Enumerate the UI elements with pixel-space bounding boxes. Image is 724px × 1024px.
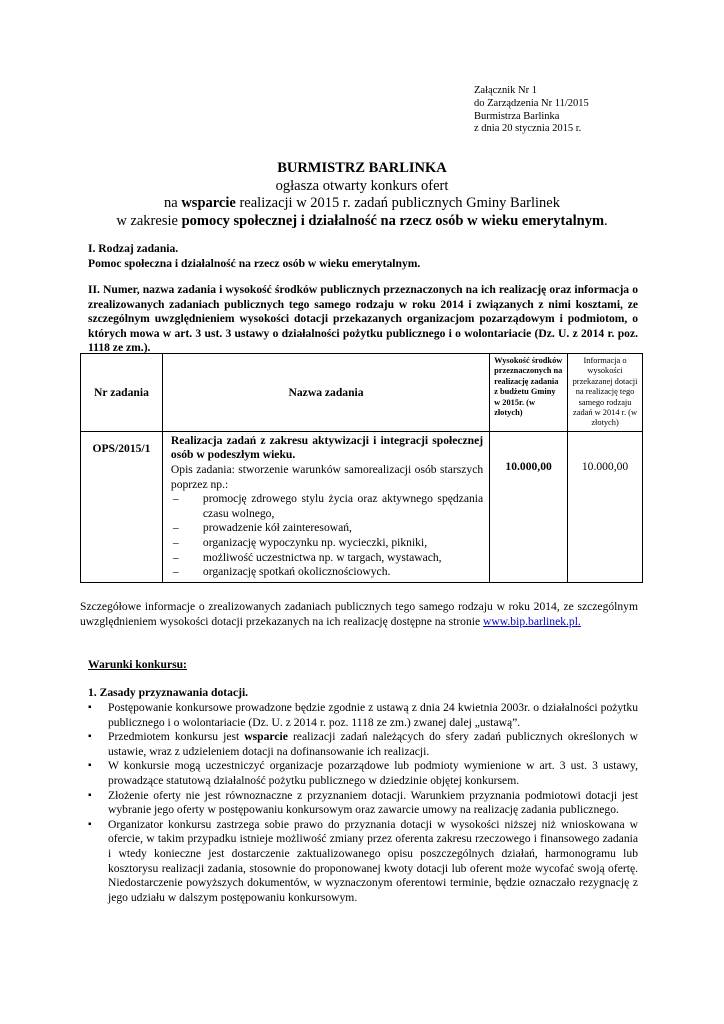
annex-block: [474, 85, 589, 136]
issuer-title: BURMISTRZ BARLINKA: [277, 160, 447, 176]
bip-link[interactable]: www.bip.barlinek.pl.: [483, 614, 581, 628]
annex-line: do Zarządzenia Nr 11/2015: [474, 97, 589, 109]
section-2-text: II. Numer, nazwa zadania i wysokość środków publicznych przeznaczonych na ich realizację oraz informacja o zrealizowanych zadaniach publicznych tego samego rodzaju w roku 2014 i związanych z nimi kosztami, ze szczególnym uwzględnieniem wysokości dotacji przekazanych organizacjom pozarządowym i podmiotom, o których mowa w art. 3 ust. 3 ustawy o działalności pożytku publicznego i o wolontariacie (Dz. U. z 2014 r. poz. 1118 ze zm.).: [88, 283, 638, 355]
annex-line: z dnia 20 stycznia 2015 r.: [474, 123, 582, 135]
details-text: Szczegółowe informacje o zrealizowanych zadaniach publicznych tego samego rodzaju w roku 2014, ze szczególnym uwzględnieniem wysokości dotacji przekazanych na ich realizację dostępne na stronie: [80, 600, 638, 628]
conditions-list: [88, 701, 638, 905]
table-row: [81, 431, 643, 582]
table-header-row: [81, 354, 643, 432]
col-header-name: Nazwa zadania: [162, 354, 489, 432]
amount-2014: 10.000,00: [568, 431, 643, 582]
list-item: ▪ W konkursie mogą uczestniczyć organizacje pozarządowe lub podmioty wymienione w art. 3 ust. 3 ustawy, prowadzące statutową działalność pożytku publicznego w dziedzinie objętej konkursem.: [88, 759, 638, 788]
col-header-2015: Wysokość środków przeznaczonych na realizację zadania z budżetu Gminy w 2015r. (w złotych): [490, 354, 568, 432]
header-line: na wsparcie realizacji w 2015 r. zadań publicznych Gminy Barlinek: [164, 195, 560, 211]
announcement-header: [80, 160, 644, 230]
task-title: Realizacja zadań z zakresu aktywizacji i integracji społecznej osób w podeszłym wieku.: [170, 433, 484, 462]
task-description: [162, 431, 489, 582]
header-line: ogłasza otwarty konkurs ofert: [275, 177, 449, 194]
details-paragraph: [80, 600, 638, 629]
header-line: w zakresie pomocy społecznej i działalność na rzecz osób w wieku emerytalnym.: [116, 212, 608, 229]
conditions-title: Warunki konkursu:: [88, 658, 187, 671]
section-1: [88, 242, 638, 271]
amount-2015: 10.000,00: [490, 431, 568, 582]
list-item: – organizację wypoczynku np. wycieczki, pikniki,: [171, 536, 483, 551]
list-item: ▪ Przedmiotem konkursu jest wsparcie realizacji zadań należących do sfery zadań publicznych określonych w ustawie, wraz z udzieleniem dotacji na dofinansowanie ich realizacji.: [88, 730, 638, 759]
subsection-title: 1. Zasady przyznawania dotacji.: [88, 686, 249, 699]
task-desc-intro: Opis zadania: stworzenie warunków samorealizacji osób starszych poprzez np.:: [170, 463, 484, 491]
task-items: [171, 492, 483, 580]
section-1-title: I. Rodzaj zadania.: [88, 242, 179, 255]
list-item: – organizację spotkań okolicznościowych.: [171, 565, 483, 580]
task-code: OPS/2015/1: [81, 431, 163, 582]
tasks-table: [80, 353, 643, 583]
col-header-nr: Nr zadania: [81, 354, 163, 432]
list-item: ▪ Organizator konkursu zastrzega sobie prawo do przyznania dotacji w wysokości niższej niż wnioskowana w ofercie, w takim przypadku istnieje możliwość zmiany przez oferenta zakresu rzeczowego i finansowego zadania i wtedy konieczne jest dostarczenie zaktualizowanego opisu poszczególnych działań, harmonogramu lub kosztorysu realizacji zadania, stosownie do proponowanej kwoty dotacji lub oferent może wycofać swoją ofertę. Niedostarczenie powyższych dokumentów, w wyznaczonym oferentowi terminie, będzie oznaczało rezygnację z jego udziału w dalszym postępowaniu konkursowym.: [88, 818, 638, 906]
section-1-text: Pomoc społeczna i działalność na rzecz osób w wieku emerytalnym.: [88, 256, 421, 270]
conditions-list-wrap: [88, 701, 638, 905]
annex-line: Burmistrza Barlinka: [474, 110, 560, 122]
annex-line: Załącznik Nr 1: [474, 85, 537, 96]
col-header-2014: Informacja o wysokości przekazanej dotacji na realizację tego samego rodzaju zadań w 2014 r. (w złotych): [568, 354, 643, 432]
list-item: – możliwość uczestnictwa np. w targach, wystawach,: [171, 551, 483, 566]
list-item: – promocję zdrowego stylu życia oraz aktywnego spędzania czasu wolnego,: [171, 492, 483, 521]
list-item: – prowadzenie kół zainteresowań,: [171, 521, 483, 536]
list-item: ▪ Postępowanie konkursowe prowadzone będzie zgodnie z ustawą z dnia 24 kwietnia 2003r. o działalności pożytku publicznego i o wolontariacie (Dz. U. z 2014 r. poz. 1118 ze zm.) zwanej dalej „ustawą”.: [88, 701, 638, 730]
list-item: ▪ Złożenie oferty nie jest równoznaczne z przyznaniem dotacji. Warunkiem przyznania podmiotowi dotacji jest wybranie jego oferty w postępowaniu konkursowym oraz zawarcie umowy na realizację zadania publicznego.: [88, 789, 638, 818]
